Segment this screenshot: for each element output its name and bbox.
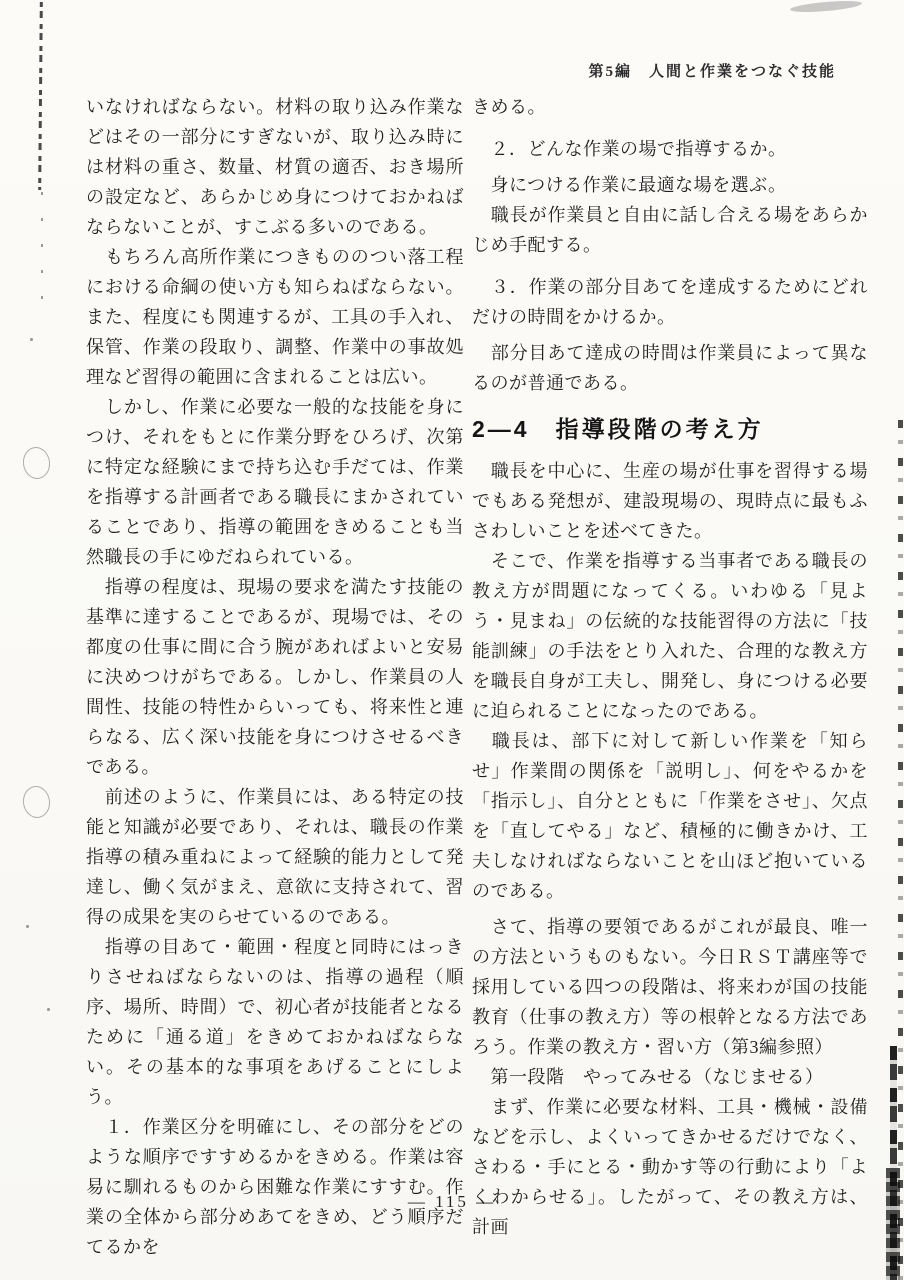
scan-artifact-right-edge-heavy bbox=[890, 1046, 897, 1280]
left-column bbox=[86, 92, 464, 1262]
scan-speck bbox=[26, 925, 29, 928]
paragraph: いなければならない。材料の取り込み作業などはその一部分にすぎないが、取り込み時には材料の重さ、数量、材質の適否、おき場所の設定など、あらかじめ身につけておかねばならないことが、すこぶる多いのである。 bbox=[86, 97, 464, 237]
paragraph: 職長が作業員と自由に話し合える場をあらかじめ手配する。 bbox=[472, 205, 868, 255]
paragraph-continuation: きめる。 bbox=[472, 97, 546, 117]
paragraph: 部分目あて達成の時間は作業員によって異なるのが普通である。 bbox=[472, 343, 868, 393]
scan-artifact-left-dashes-sparse bbox=[41, 192, 43, 302]
numbered-item: ３．作業の部分目あてを達成するためにどれだけの時間をかけるか。 bbox=[472, 277, 868, 327]
paragraph: そこで、作業を指導する当事者である職長の教え方が問題になってくる。いわゆる「見よう・見まね」の伝統的な技能習得の方法に「技能訓練」の手法をとり入れた、合理的な教え方を職長自身が工夫し、開発し、身につける必要に迫られることになったのである。 bbox=[472, 551, 868, 721]
page-number: — 115 — bbox=[407, 1192, 497, 1211]
section-heading: 2―4 指導段階の考え方 bbox=[472, 416, 764, 442]
paragraph: １．作業区分を明確にし、その部分をどのような順序ですすめるかをきめる。作業は容易に馴れるものから困難な作業にすすむ。作業の全体から部分めあてをきめ、どう順序だてるかを bbox=[86, 1117, 464, 1257]
stage-label: 第一段階 やってみせる（なじませる） bbox=[472, 1067, 824, 1087]
scan-artifact-left-dashes bbox=[38, 2, 43, 190]
scan-speck bbox=[47, 1008, 50, 1011]
numbered-item: ２．どんな作業の場で指導するか。 bbox=[472, 139, 787, 159]
paragraph: もちろん高所作業につきもののつい落工程における命綱の使い方も知らねばならない。また、程度にも関連するが、工具の手入れ、保管、作業の段取り、調整、作業中の事故処理など習得の範囲に含まれることは広い。 bbox=[86, 247, 464, 387]
paragraph: 指導の程度は、現場の要求を満たす技能の基準に達することであるが、現場では、その都度の仕事に間に合う腕があればよいと安易に決めつけがちである。しかし、作業員の人間性、技能の特性からいっても、将来性と連らなる、広く深い技能を身につけさせるべきである。 bbox=[86, 577, 464, 777]
running-header: 第5編 人間と作業をつなぐ技能 bbox=[588, 64, 836, 80]
paragraph: 前述のように、作業員には、ある特定の技能と知識が必要であり、それは、職長の作業指導の積み重ねによって経験的能力として発達し、働く気がまえ、意欲に支持されて、習得の成果を実のらせているのである。 bbox=[86, 787, 464, 927]
scan-artifact-top-smudge bbox=[790, 0, 863, 14]
paragraph: さて、指導の要領であるがこれが最良、唯一の方法というものもない。今日ＲＳＴ講座等で採用している四つの段階は、将来わが国の技能教育（仕事の教え方）等の根幹となる方法であろう。作業の教え方・習い方（第3編参照） bbox=[472, 917, 868, 1057]
punch-hole-mark bbox=[21, 445, 52, 480]
paragraph: 職長を中心に、生産の場が仕事を習得する場でもある発想が、建設現場の、現時点に最もふさわしいことを述べてきた。 bbox=[472, 461, 868, 541]
paragraph: 指導の目あて・範囲・程度と同時にはっきりさせねばならないのは、指導の過程（順序、場所、時間）で、初心者が技能者となるために「通る道」をきめておかねばならない。その基本的な事項をあげることにしよう。 bbox=[86, 937, 464, 1107]
paragraph: 職長は、部下に対して新しい作業を「知らせ」作業間の関係を「説明し」、何をやるかを「指示し」、自分とともに「作業をさせ」、欠点を「直してやる」など、積極的に働きかけ、工夫しなければならないことを山ほど抱いているのである。 bbox=[472, 731, 868, 901]
right-column bbox=[472, 92, 868, 1242]
paragraph: まず、作業に必要な材料、工具・機械・設備などを示し、よくいってきかせるだけでなく、さわる・手にとる・動かす等の行動により「よくわからせる」。したがって、その教え方は、計画 bbox=[472, 1097, 868, 1237]
scan-speck bbox=[30, 338, 33, 341]
scan-artifact-right-edge bbox=[898, 420, 903, 1280]
punch-hole-mark bbox=[21, 784, 52, 819]
paragraph: 身につける作業に最適な場を選ぶ。 bbox=[472, 175, 787, 195]
scan-artifact-right-blob bbox=[886, 1168, 900, 1280]
paragraph: しかし、作業に必要な一般的な技能を身につけ、それをもとに作業分野をひろげ、次第に特定な経験にまで持ち込む手だては、作業を指導する計画者である職長にまかされていることであり、指導の範囲をきめることも当然職長の手にゆだねられている。 bbox=[86, 397, 464, 567]
